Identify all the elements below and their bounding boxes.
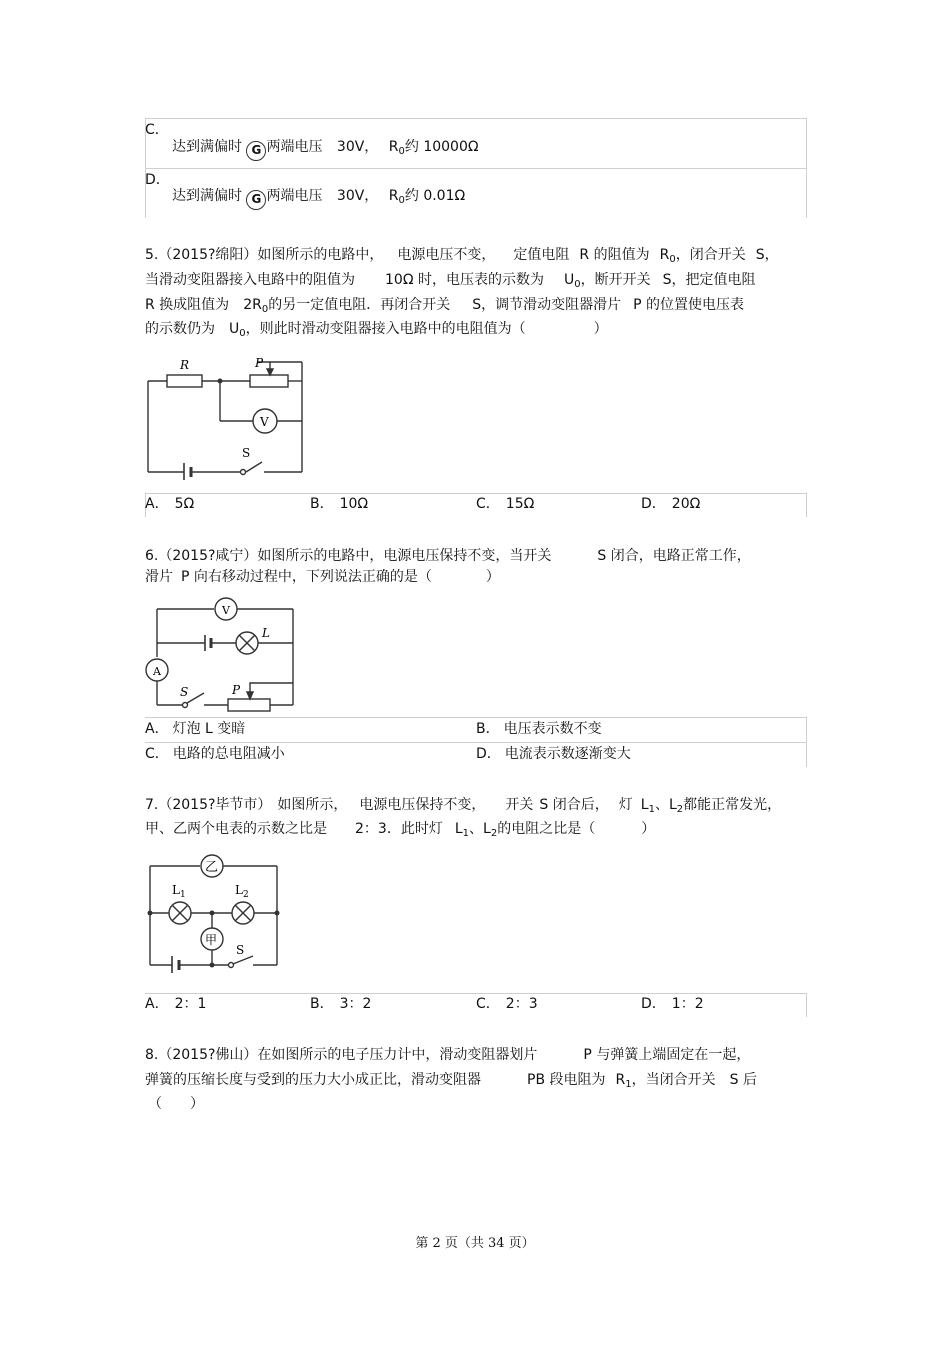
option-letter: B． bbox=[310, 996, 334, 1012]
q7-option-a bbox=[145, 994, 206, 1014]
q5-text: 当滑动变阻器接入电路中的阻值为 bbox=[145, 272, 355, 288]
q5-option-a bbox=[145, 494, 194, 514]
q6-line-2 bbox=[145, 567, 500, 587]
option-letter: A． bbox=[145, 496, 169, 512]
q8-text: R bbox=[615, 1072, 626, 1088]
option-text: 灯泡 L 变暗 bbox=[172, 721, 246, 737]
q5-sub: 0 bbox=[669, 254, 676, 265]
q5-text: 2R bbox=[243, 297, 262, 313]
q5-text: S，把定值电阻 bbox=[662, 272, 756, 288]
q7-text: 7.（2015?毕节市） bbox=[145, 797, 272, 813]
option-c-text-b: 两端电压 bbox=[266, 139, 323, 155]
q6-line-1 bbox=[145, 546, 751, 566]
label-a: A bbox=[153, 665, 161, 678]
q5-text: ，则此时滑动变阻器接入电路中的电阻值为（ bbox=[245, 321, 526, 337]
q7-text: S 闭合后， bbox=[539, 797, 609, 813]
q8-text: P 与弹簧上端固定在一起， bbox=[583, 1047, 751, 1063]
option-letter: C． bbox=[476, 496, 500, 512]
q5-text: 的示数仍为 bbox=[145, 321, 215, 337]
option-d-r-sub: 0 bbox=[398, 195, 405, 206]
q5-text: 10Ω 时，电压表的示数为 bbox=[385, 272, 544, 288]
label-l1 bbox=[172, 883, 186, 900]
q5-text: U bbox=[563, 272, 575, 288]
q7-circuit-diagram bbox=[140, 848, 290, 973]
q5-text: 5.（2015?绵阳）如图所示的电路中， bbox=[145, 247, 384, 263]
q7-option-c bbox=[476, 994, 538, 1014]
q6-options-border-right bbox=[806, 717, 807, 767]
q7-sub: 2 bbox=[676, 804, 684, 815]
q6-text: ） bbox=[485, 569, 500, 585]
q6-circuit-diagram bbox=[140, 595, 315, 715]
option-d-text-a: 达到满偏时 bbox=[172, 188, 242, 204]
option-c-r-sub: 0 bbox=[398, 146, 405, 157]
q5-text: S，调节滑动变阻器滑片 bbox=[472, 297, 622, 313]
label-l2-sub: 2 bbox=[242, 890, 249, 900]
option-letter: D． bbox=[641, 996, 666, 1012]
q5-option-b bbox=[310, 494, 368, 514]
q5-line-4 bbox=[145, 319, 608, 344]
q6-text: 滑片 bbox=[145, 569, 173, 585]
option-letter: A． bbox=[145, 996, 169, 1012]
option-d-text-b: 两端电压 bbox=[266, 188, 323, 204]
q7-text: L bbox=[640, 797, 649, 813]
label-v: V bbox=[260, 415, 269, 429]
option-text: 20Ω bbox=[671, 496, 701, 512]
q7-options-border-right bbox=[806, 993, 807, 1017]
q7-option-b bbox=[310, 994, 371, 1014]
option-text: 2：1 bbox=[174, 996, 207, 1012]
option-letter: B． bbox=[476, 721, 500, 737]
option-d-voltage: 30V， bbox=[336, 188, 379, 204]
q6-options-border-top bbox=[145, 717, 806, 718]
q8-line-2 bbox=[145, 1070, 757, 1095]
option-text: 10Ω bbox=[339, 496, 369, 512]
option-letter: C． bbox=[476, 996, 500, 1012]
q7-text: 、L bbox=[469, 821, 491, 837]
q7-text: 甲、乙两个电表的示数之比是 bbox=[145, 821, 327, 837]
q5-text: P 的位置使电压表 bbox=[633, 297, 744, 313]
q5-text: S， bbox=[755, 247, 779, 263]
option-letter: B． bbox=[310, 496, 334, 512]
q5-text: U bbox=[229, 321, 240, 337]
q5-option-c bbox=[476, 494, 534, 514]
q6-option-c bbox=[145, 744, 285, 764]
q7-text: 如图所示， bbox=[277, 797, 348, 813]
q7-option-d bbox=[641, 994, 704, 1014]
resistor-r bbox=[167, 375, 202, 387]
option-letter: D． bbox=[641, 496, 666, 512]
q5-option-d bbox=[641, 494, 700, 514]
q5-sub: 0 bbox=[574, 279, 581, 290]
label-l2 bbox=[235, 883, 249, 900]
label-l1-main: L bbox=[172, 883, 180, 897]
q5-line-3 bbox=[145, 295, 744, 320]
label-p: P bbox=[232, 683, 241, 697]
q7-text: L bbox=[454, 821, 463, 837]
q5-text: ，断开开关 bbox=[580, 272, 651, 288]
page-footer: 第 2 页（共 34 页） bbox=[415, 1236, 535, 1251]
q7-sub: 1 bbox=[462, 828, 470, 839]
rheostat-p bbox=[250, 375, 288, 387]
q5-sub: 0 bbox=[239, 328, 246, 339]
q7-text: ） bbox=[641, 821, 656, 837]
q8-text: 弹簧的压缩长度与受到的压力大小成正比，滑动变阻器 bbox=[145, 1072, 481, 1088]
q5-line-2 bbox=[145, 270, 755, 295]
option-letter: C． bbox=[145, 746, 169, 762]
table-border-mid bbox=[145, 168, 806, 169]
q8-text: S 后 bbox=[729, 1072, 757, 1088]
q5-text: 的另一定值电阻．再闭合开关 bbox=[268, 297, 451, 313]
q6-text: 6.（2015?咸宁）如图所示的电路中，电源电压保持不变，当开关 bbox=[145, 548, 552, 564]
q7-text: 都能正常发光， bbox=[683, 797, 782, 813]
option-text: 5Ω bbox=[174, 496, 195, 512]
q5-sub: 0 bbox=[261, 304, 269, 315]
option-d-value: 约 0.01Ω bbox=[404, 188, 466, 204]
table-border-top bbox=[145, 118, 806, 119]
q5-text: ） bbox=[593, 321, 608, 337]
q6-text: P 向右移动过程中，下列说法正确的是（ bbox=[181, 569, 432, 585]
q5-options-border-right bbox=[806, 493, 807, 517]
q6-option-a bbox=[145, 719, 245, 739]
galvanometer-icon: G bbox=[246, 141, 266, 161]
option-letter: D． bbox=[476, 746, 501, 762]
option-letter: A． bbox=[145, 721, 169, 737]
q7-text: 灯 bbox=[618, 797, 633, 813]
option-c-voltage: 30V， bbox=[336, 139, 379, 155]
q7-line-1 bbox=[145, 795, 781, 820]
label-l1-sub: 1 bbox=[179, 890, 186, 900]
q5-text: R bbox=[659, 247, 670, 263]
q5-text: R 换成阻值为 bbox=[145, 297, 230, 313]
option-text: 3：2 bbox=[339, 996, 372, 1012]
option-c-value: 约 10000Ω bbox=[404, 139, 479, 155]
label-s: S bbox=[180, 685, 189, 699]
option-text: 15Ω bbox=[505, 496, 535, 512]
option-d-r: R bbox=[388, 188, 399, 204]
table-border-right bbox=[806, 118, 807, 218]
rheostat-icon bbox=[228, 699, 270, 711]
q5-text: 定值电阻 bbox=[513, 247, 570, 263]
option-text: 电路的总电阻减小 bbox=[172, 746, 285, 762]
option-text: 2：3 bbox=[505, 996, 538, 1012]
q7-sub: 2 bbox=[490, 828, 498, 839]
q6-text: S 闭合，电路正常工作， bbox=[597, 548, 751, 564]
q6-option-b bbox=[476, 719, 602, 739]
q8-sub: 1 bbox=[625, 1079, 632, 1090]
label-s: S bbox=[242, 446, 251, 460]
q8-text: 8.（2015?佛山）在如图所示的电子压力计中，滑动变阻器划片 bbox=[145, 1047, 538, 1063]
q7-text: 开关 bbox=[505, 797, 534, 813]
option-c-text bbox=[172, 137, 479, 162]
q7-text: 2：3．此时灯 bbox=[355, 821, 443, 837]
option-d-letter: D． bbox=[145, 172, 170, 188]
label-p: P bbox=[255, 356, 264, 370]
label-jia: 甲 bbox=[205, 933, 218, 947]
q8-text: ，当闭合开关 bbox=[631, 1072, 716, 1088]
q6-options-border-mid bbox=[145, 742, 806, 743]
q5-circuit-diagram bbox=[140, 350, 315, 480]
q5-text: R 的阻值为 bbox=[579, 247, 650, 263]
label-v: V bbox=[222, 604, 230, 617]
q7-text: 电源电压保持不变， bbox=[359, 797, 486, 813]
q5-line-1 bbox=[145, 245, 779, 270]
q7-line-2 bbox=[145, 819, 655, 844]
q7-sub: 1 bbox=[648, 804, 655, 815]
q8-text: PB 段电阻为 bbox=[527, 1072, 606, 1088]
label-l: L bbox=[262, 626, 270, 640]
label-yi: 乙 bbox=[205, 860, 219, 875]
label-l2-main: L bbox=[235, 883, 243, 897]
label-s: S bbox=[236, 943, 245, 957]
label-r: R bbox=[180, 358, 190, 372]
q5-text: ，闭合开关 bbox=[675, 247, 746, 263]
galvanometer-icon: G bbox=[246, 190, 266, 210]
q7-text: 的电阻之比是（ bbox=[497, 821, 596, 837]
option-text: 电压表示数不变 bbox=[503, 721, 602, 737]
option-c-letter: C． bbox=[145, 122, 169, 138]
q8-line-3: （ ） bbox=[148, 1096, 204, 1112]
option-d-text bbox=[172, 186, 465, 211]
option-c-text-a: 达到满偏时 bbox=[172, 139, 242, 155]
q8-line-1 bbox=[145, 1045, 750, 1065]
option-text: 电流表示数逐渐变大 bbox=[504, 746, 631, 762]
option-c-r: R bbox=[388, 139, 399, 155]
option-text: 1：2 bbox=[671, 996, 704, 1012]
q5-text: 电源电压不变， bbox=[397, 247, 496, 263]
q7-text: 、L bbox=[654, 797, 677, 813]
q6-option-d bbox=[476, 744, 631, 764]
